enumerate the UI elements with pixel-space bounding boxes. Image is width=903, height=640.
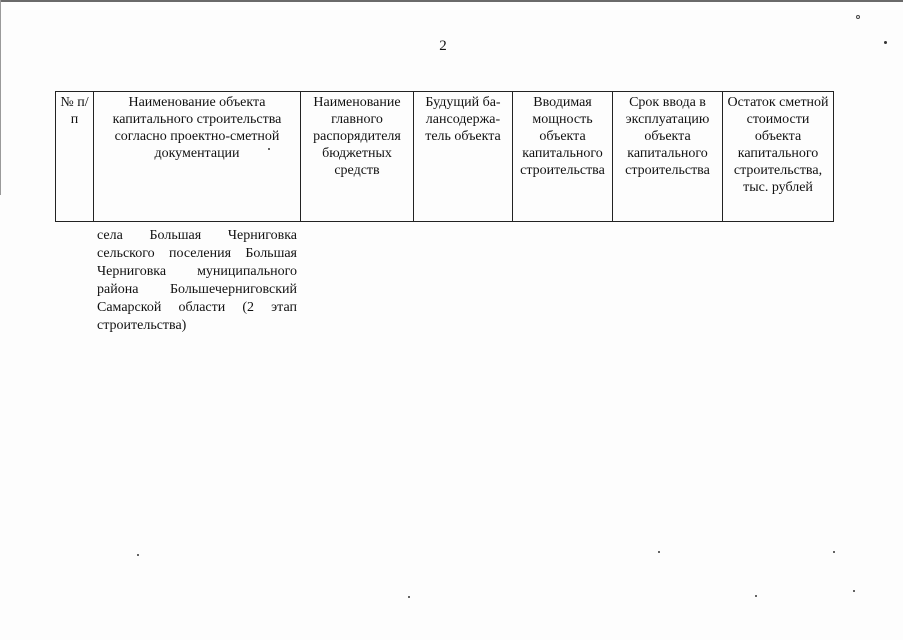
scan-speck	[268, 148, 270, 150]
header-number: № п/п	[56, 92, 94, 222]
header-budget-manager: Наименование главного распорядителя бюджетных средств	[301, 92, 414, 222]
capital-construction-table	[55, 91, 834, 222]
header-capacity: Вводимая мощность объекта капитального строительства	[513, 92, 613, 222]
header-future-holder: Будущий ба-лансодержа-тель объекта	[414, 92, 513, 222]
scan-speck	[408, 596, 410, 598]
table-header-row	[56, 92, 834, 222]
scan-speck	[137, 554, 139, 556]
scan-speck	[658, 551, 660, 553]
header-remaining-cost: Остаток сметной стоимости объекта капитального строительства, тыс. рублей	[723, 92, 834, 222]
page-number: 2	[439, 38, 447, 54]
header-commissioning-date: Срок ввода в эксплуатацию объекта капитального строительства	[613, 92, 723, 222]
scan-speck	[833, 551, 835, 553]
scan-speck	[755, 595, 757, 597]
object-name-continuation: села Большая Черниговка сельского поселения Большая Черниговка муниципального района Большечерниговский Самарской области (2 этап строительства)	[97, 228, 297, 333]
scan-left-edge	[0, 0, 1, 195]
scan-speck	[856, 15, 860, 19]
scan-speck	[884, 41, 887, 44]
scan-speck	[853, 590, 855, 592]
header-object-name: Наименование объекта капитального строительства согласно проектно-сметной документации	[94, 92, 301, 222]
scan-top-edge	[0, 0, 903, 2]
